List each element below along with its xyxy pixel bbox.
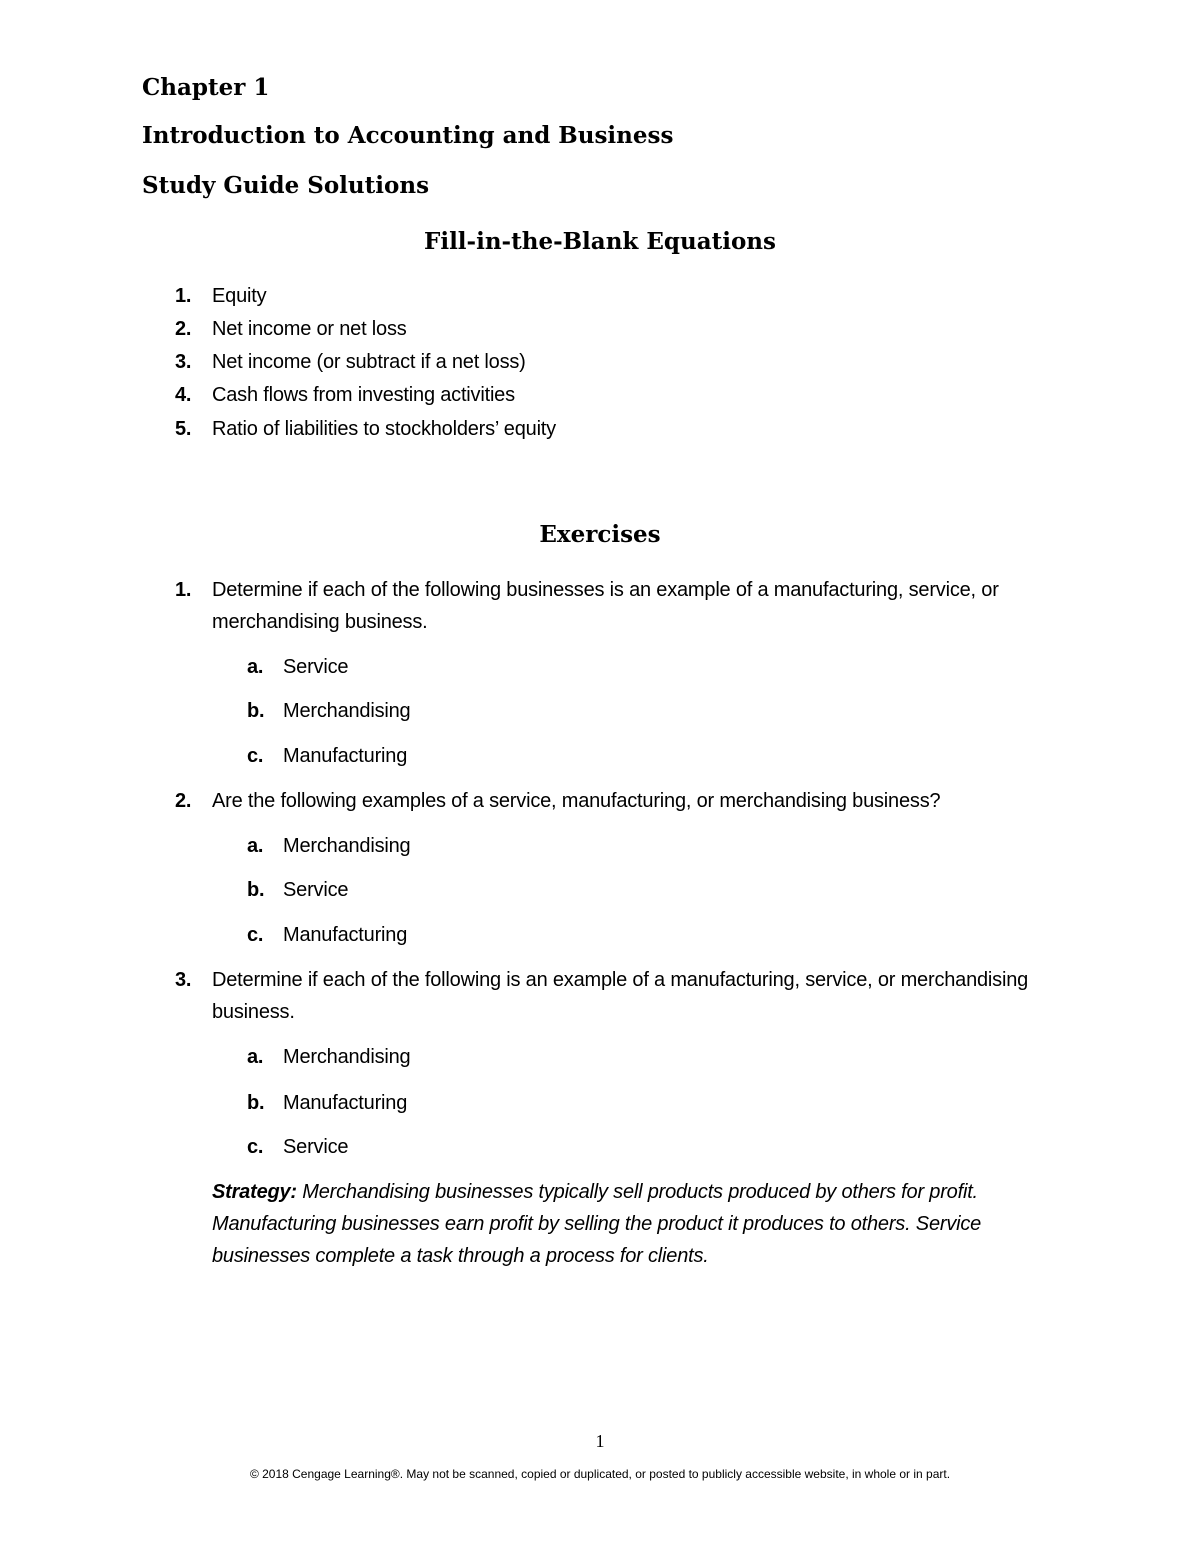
answer-text: Manufacturing [283, 745, 408, 767]
answer-text: Service [283, 879, 349, 901]
answer-letter: c. [247, 924, 264, 946]
answer-letter: a. [247, 1046, 264, 1068]
exercise-number: 2. [175, 790, 192, 812]
answer-letter: c. [247, 745, 264, 767]
exercise-question: Determine if each of the following is an example of a manufacturing, service, or merchandising business. [212, 969, 1029, 1023]
answer-text: Manufacturing [283, 1092, 408, 1114]
strategy-text: Merchandising businesses typically sell products produced by others for profit. Manufacturing businesses earn profit by selling the product it produces to others. Service businesses complete a task through a process for clients. [212, 1181, 982, 1267]
exercise-number: 1. [175, 579, 192, 601]
item-number: 4. [175, 384, 192, 406]
answer-text: Service [283, 1136, 349, 1158]
answer-text: Merchandising [283, 835, 411, 857]
fill-in-heading: Fill-in-the-Blank Equations [424, 228, 776, 255]
chapter-title: Introduction to Accounting and Business [142, 122, 674, 149]
answer-letter: a. [247, 835, 264, 857]
item-text: Cash flows from investing activities [212, 384, 515, 406]
strategy-label: Strategy: [212, 1181, 297, 1203]
answer-letter: a. [247, 656, 264, 678]
item-text: Net income or net loss [212, 318, 407, 340]
answer-letter: b. [247, 879, 265, 901]
answer-text: Merchandising [283, 700, 411, 722]
answer-letter: b. [247, 1092, 265, 1114]
exercise-question: Determine if each of the following businesses is an example of a manufacturing, service, or merchandising business. [212, 579, 999, 633]
exercise-question: Are the following examples of a service, manufacturing, or merchandising business? [212, 790, 941, 812]
copyright-footer: © 2018 Cengage Learning®. May not be scanned, copied or duplicated, or posted to publicly accessible website, in whole or in part. [249, 1467, 951, 1481]
item-text: Equity [212, 285, 267, 307]
item-number: 1. [175, 285, 192, 307]
answer-text: Service [283, 656, 349, 678]
item-text: Net income (or subtract if a net loss) [212, 351, 526, 373]
guide-subtitle: Study Guide Solutions [142, 172, 430, 199]
chapter-heading: Chapter 1 [142, 74, 270, 101]
answer-text: Merchandising [283, 1046, 411, 1068]
item-number: 2. [175, 318, 192, 340]
item-number: 3. [175, 351, 192, 373]
exercise-number: 3. [175, 969, 192, 991]
answer-letter: c. [247, 1136, 264, 1158]
answer-text: Manufacturing [283, 924, 408, 946]
item-text: Ratio of liabilities to stockholders’ equity [212, 418, 556, 440]
item-number: 5. [175, 418, 192, 440]
strategy-note [212, 1176, 1072, 1272]
answer-letter: b. [247, 700, 265, 722]
exercises-heading: Exercises [539, 521, 661, 548]
page-number: 1 [595, 1431, 605, 1451]
